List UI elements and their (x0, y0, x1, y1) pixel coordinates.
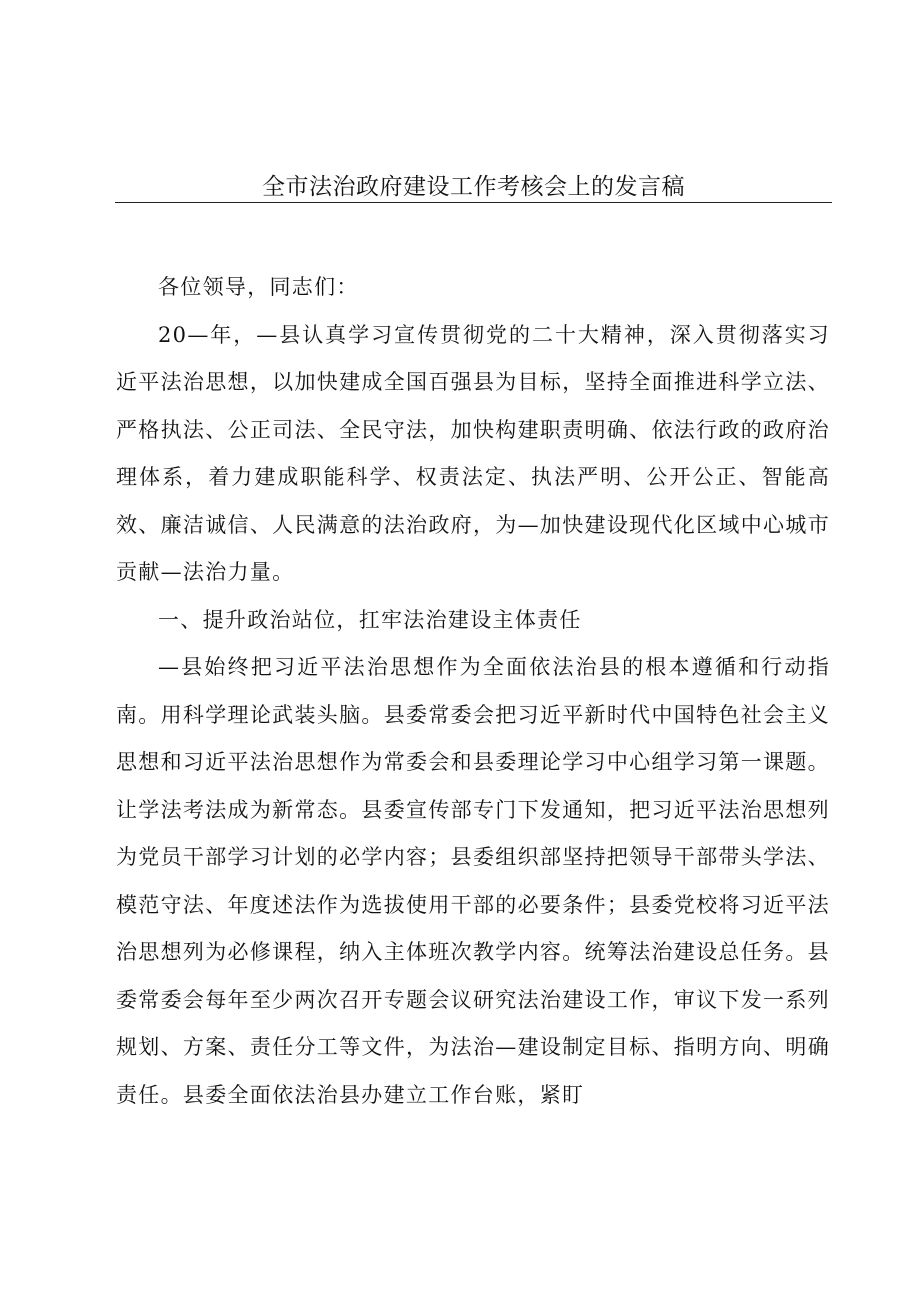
document-title: 全市法治政府建设工作考核会上的发言稿 (262, 174, 685, 200)
document-body (116, 264, 830, 1119)
title-underline (115, 202, 832, 203)
section-heading-1: 一、提升政治站位，扛牢法治建设主体责任 (158, 607, 582, 632)
body-paragraph-intro: 20—年，—县认真学习宣传贯彻党的二十大精神，深入贯彻落实习近平法治思想，以加快建成全国百强县为目标，坚持全面推进科学立法、严格执法、公正司法、全民守法，加快构建职责明确、依法行政的政府治理体系，着力建成职能科学、权责法定、执法严明、公开公正、智能高效、廉洁诚信、人民满意的法治政府，为—加快建设现代化区域中心城市贡献—法治力量。 (116, 322, 830, 584)
salutation: 各位领导，同志们： (158, 275, 359, 299)
body-paragraph-section-1: —县始终把习近平法治思想作为全面依法治县的根本遵循和行动指南。用科学理论武装头脑。县委常委会把习近平新时代中国特色社会主义思想和习近平法治思想作为常委会和县委理论学习中心组学习第一课题。让学法考法成为新常态。县委宣传部专门下发通知，把习近平法治思想列为党员干部学习计划的必学内容；县委组织部坚持把领导干部带头学法、模范守法、年度述法作为选拔使用干部的必要条件；县委党校将习近平法治思想列为必修课程，纳入主体班次教学内容。统筹法治建设总任务。县委常委会每年至少两次召开专题会议研究法治建设工作，审议下发一系列规划、方案、责任分工等文件，为法治—建设制定目标、指明方向、明确责任。县委全面依法治县办建立工作台账，紧盯 (116, 655, 830, 1107)
